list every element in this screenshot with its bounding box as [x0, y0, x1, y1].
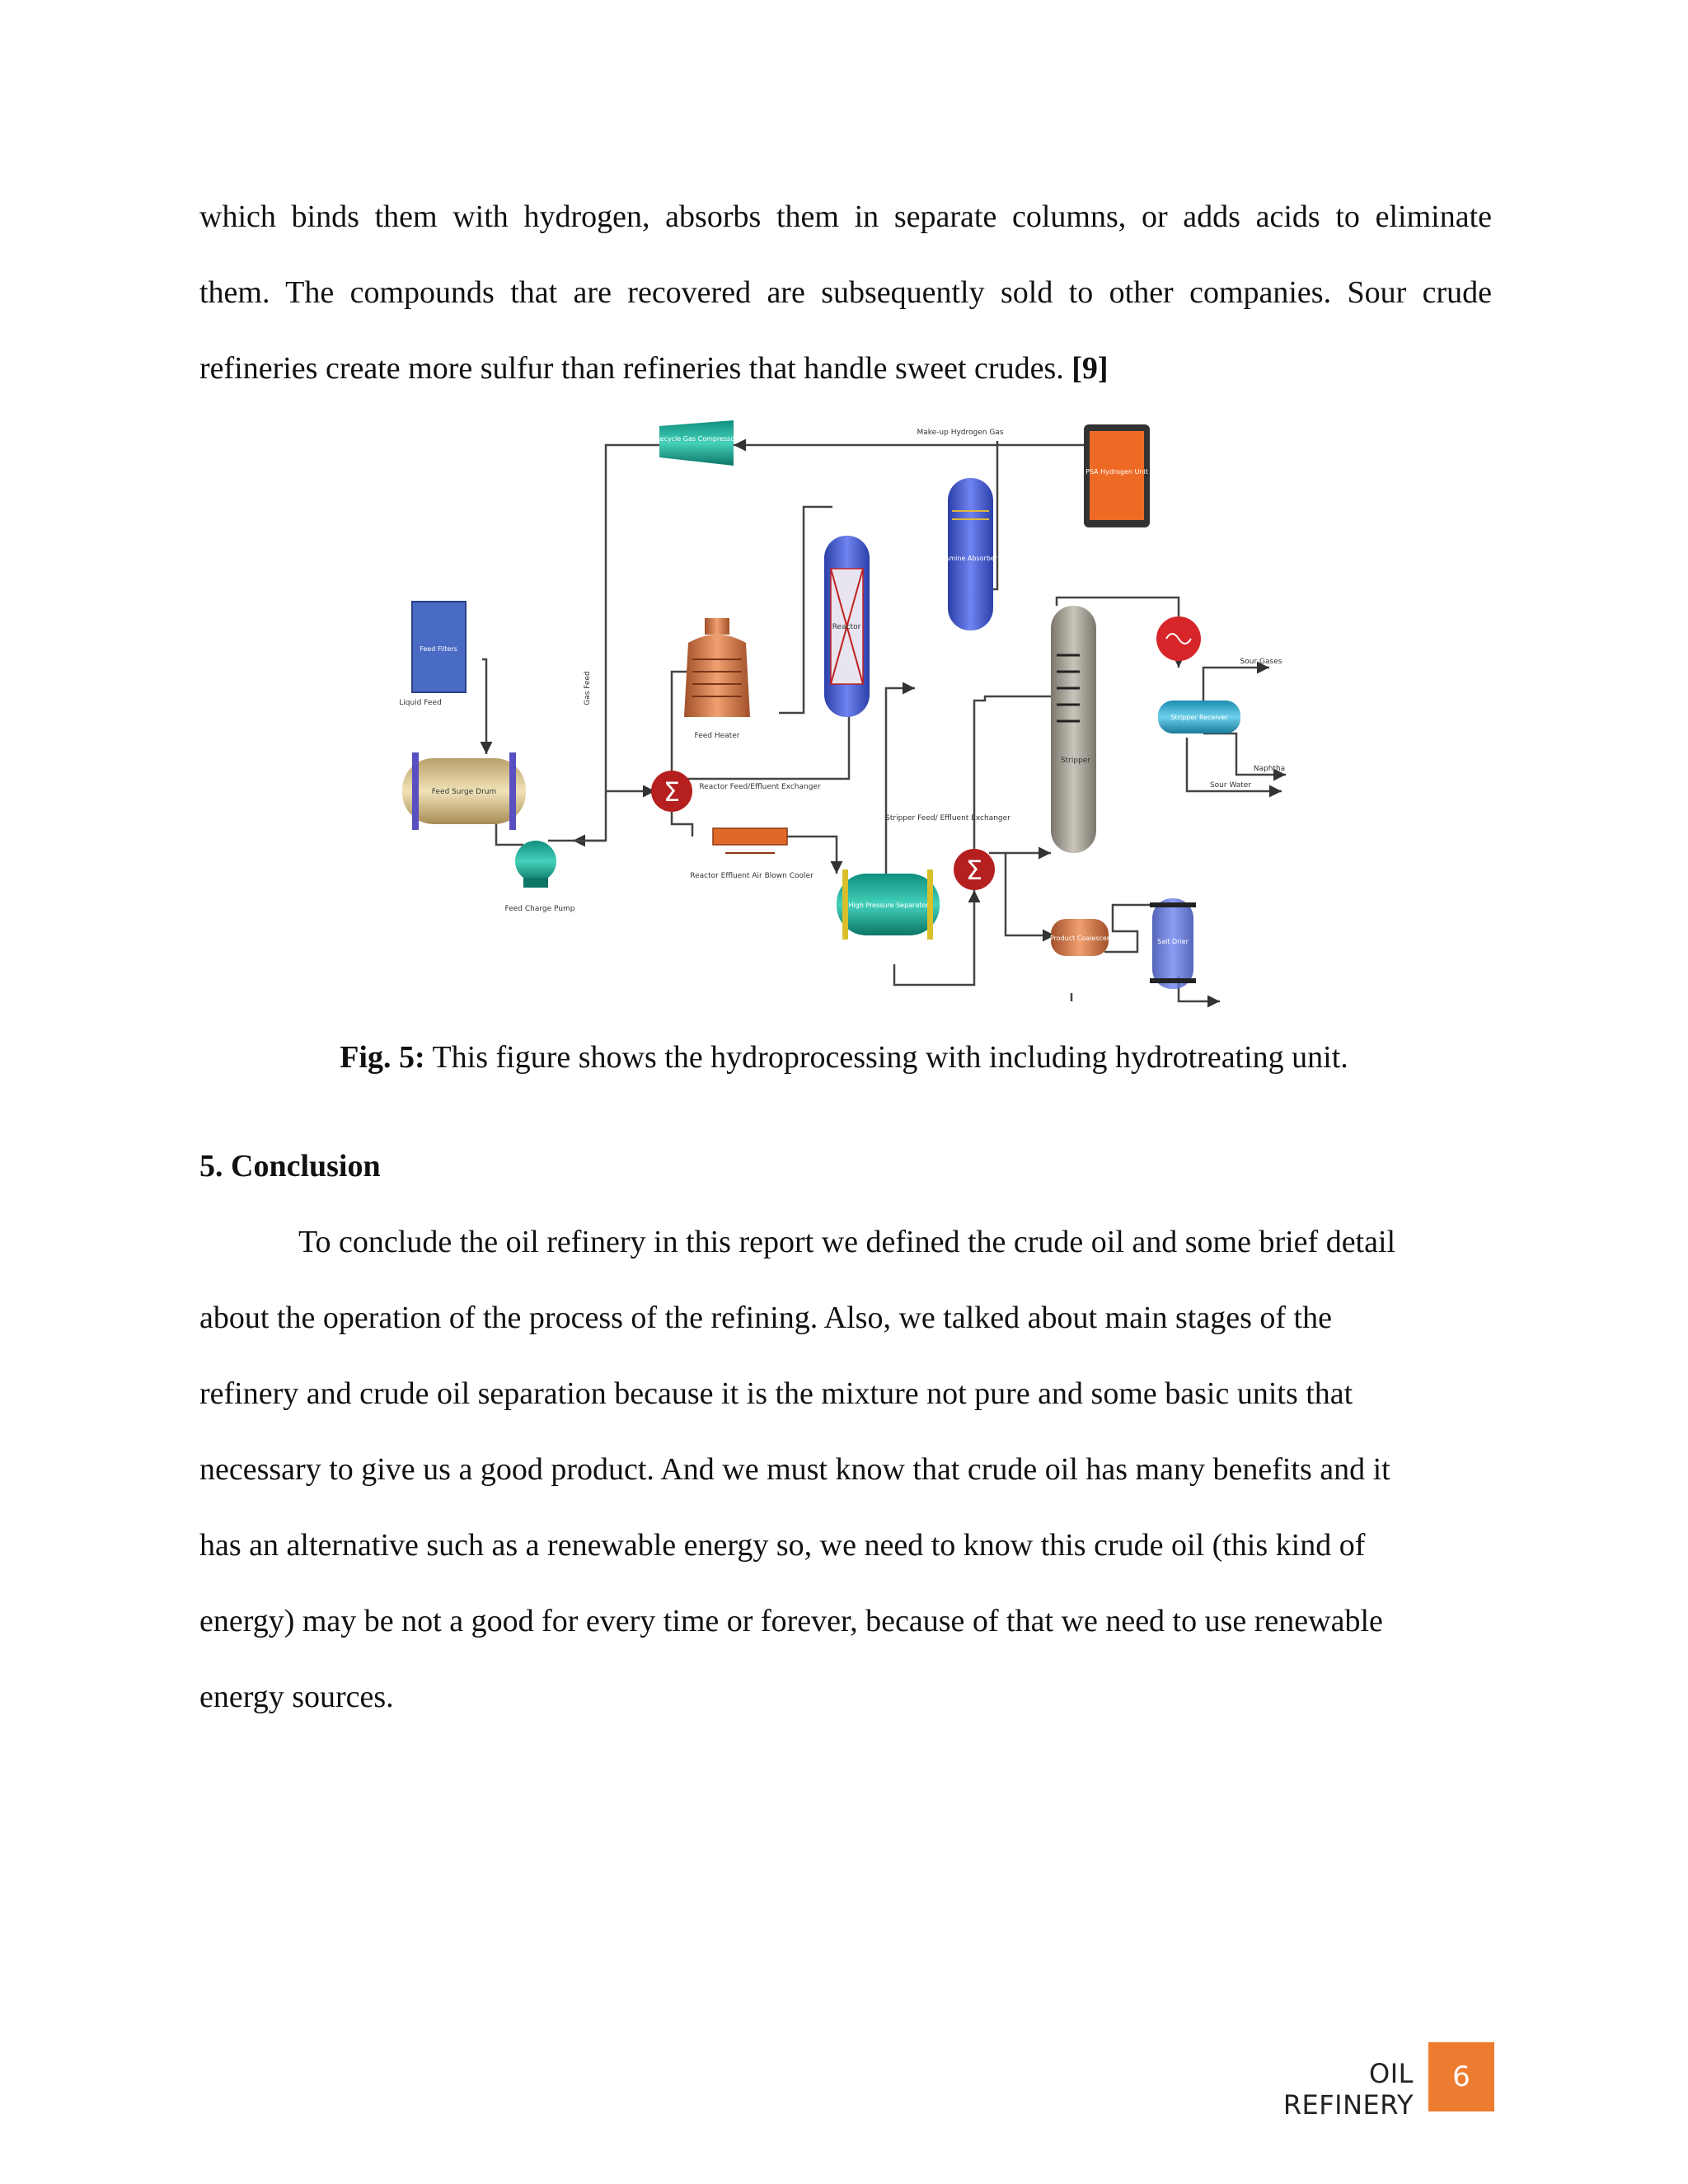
conclusion-line-2: about the operation of the process of the refining. Also, we talked about main stages of the — [199, 1301, 1332, 1335]
makeup-hydrogen-label: Make-up Hydrogen Gas — [917, 429, 1004, 437]
diagram-svg — [354, 416, 1343, 1010]
figure-caption — [0, 1037, 1688, 1078]
conclusion-line-7: energy sources. — [199, 1680, 394, 1714]
reactor-feed-effluent-exchanger-label: Reactor Feed/Effluent Exchanger — [699, 783, 821, 791]
stripper-receiver-label: Stripper Receiver — [1170, 714, 1228, 721]
reactor — [824, 536, 870, 717]
body-line-1: which binds them with hydrogen, absorbs them in separate columns, or adds acids to eliminate — [199, 199, 1492, 234]
stripper-feed-effluent-exchanger — [954, 849, 995, 890]
reactor-effluent-air-cooler — [713, 828, 787, 853]
feed-charge-pump — [515, 841, 556, 888]
stripper-feed-exchanger-label: Stripper Feed/ Effluent Exchanger — [885, 814, 1010, 823]
psa-hydrogen-unit-label: PSA Hydrogen Unit — [1085, 468, 1148, 476]
naphtha-label: Naphtha — [1253, 765, 1286, 773]
gas-feed-label: Gas Feed — [584, 671, 592, 705]
sour-water-label: Sour Water — [1209, 781, 1252, 790]
feed-filters-label: Feed Filters — [420, 645, 457, 653]
high-pressure-separator — [837, 869, 940, 940]
conclusion-line-4: necessary to give us a good product. And we must know that crude oil has many benefits and it — [199, 1452, 1390, 1487]
psa-hydrogen-unit — [1084, 424, 1150, 527]
reactor-label: Reactor — [832, 623, 861, 631]
feed-surge-drum — [402, 752, 526, 830]
reactor-feed-effluent-exchanger — [651, 771, 692, 812]
stripper-receiver — [1158, 701, 1240, 733]
figure-caption-prefix: Fig. 5: — [340, 1040, 425, 1075]
high-pressure-separator-label: High Pressure Separator — [848, 902, 929, 909]
page-number: 6 — [1452, 2060, 1470, 2093]
footer-title: OIL REFINERY — [1282, 2058, 1414, 2121]
hydroprocessing-diagram — [354, 416, 1343, 1010]
feed-heater-label: Feed Heater — [694, 732, 740, 740]
section-heading: 5. Conclusion — [199, 1149, 381, 1183]
footer-page-badge — [1428, 2042, 1494, 2111]
feed-heater — [684, 618, 750, 717]
conclusion-line-1: To conclude the oil refinery in this report we defined the crude oil and some brief detail — [298, 1225, 1396, 1259]
product-coalescer — [1050, 919, 1110, 956]
salt-drier — [1150, 898, 1196, 989]
body-line-3-text: refineries create more sulfur than refineries that handle sweet crudes. — [199, 351, 1064, 386]
body-line-3 — [199, 348, 1492, 389]
product-coalescer-label: Product Coalescer — [1049, 935, 1110, 942]
recycle-gas-compressor — [655, 420, 738, 466]
liquid-feed-label: Liquid Feed — [399, 699, 442, 707]
body-line-2: them. The compounds that are recovered are subsequently sold to other companies. Sour crude — [199, 275, 1492, 310]
amine-absorber-label: Amine Absorber — [944, 555, 998, 562]
amine-absorber — [945, 478, 998, 630]
sigma-icon: Σ — [663, 776, 681, 808]
figure-caption-text: This figure shows the hydroprocessing with including hydrotreating unit. — [432, 1040, 1348, 1075]
citation-reference: [9] — [1071, 351, 1109, 386]
sour-gases-label: Sour Gases — [1240, 658, 1282, 666]
stripper-overhead-condenser — [1156, 616, 1201, 661]
conclusion-line-6: energy) may be not a good for every time or forever, because of that we need to use renewable — [199, 1604, 1383, 1638]
salt-drier-label: Salt Drier — [1157, 938, 1189, 945]
conclusion-line-5: has an alternative such as a renewable energy so, we need to know this crude oil (this kind of — [199, 1528, 1366, 1563]
feed-filters — [412, 602, 466, 692]
stripper — [1051, 606, 1096, 853]
feed-charge-pump-label: Feed Charge Pump — [504, 905, 575, 913]
stripper-label: Stripper — [1060, 757, 1091, 765]
conclusion-line-3: refinery and crude oil separation because it is the mixture not pure and some basic units that — [199, 1376, 1353, 1411]
feed-surge-drum-label: Feed Surge Drum — [431, 788, 497, 796]
recycle-gas-compressor-label: Recycle Gas Compressor — [655, 435, 738, 443]
air-cooler-label: Reactor Effluent Air Blown Cooler — [690, 872, 814, 880]
sigma-icon-2: Σ — [965, 855, 983, 886]
